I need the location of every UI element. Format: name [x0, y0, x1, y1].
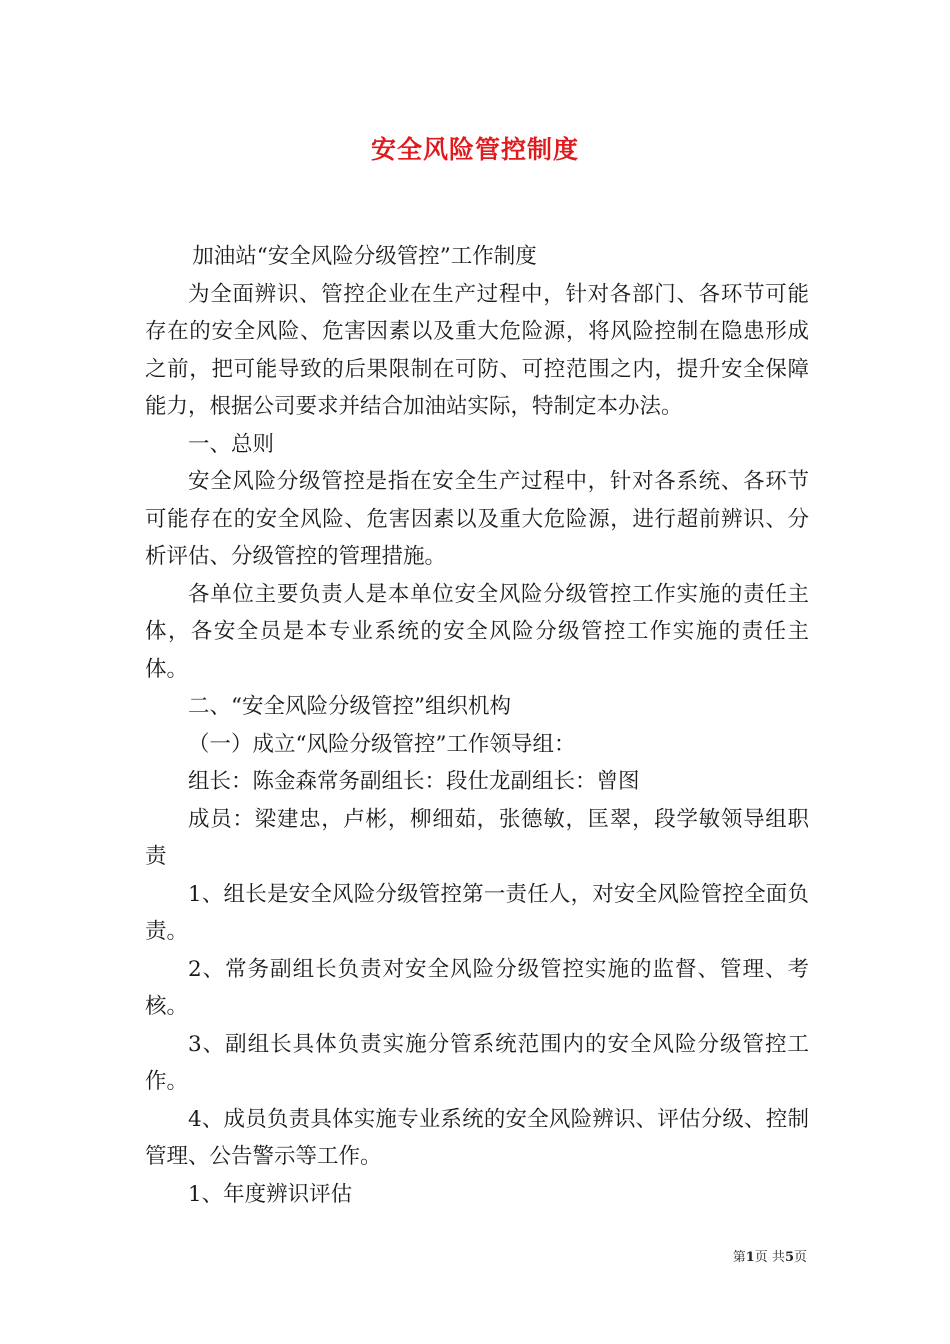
section-heading-organization: 二、“安全风险分级管控”组织机构	[188, 694, 511, 719]
duty-item-3: 3、副组长具体负责实施分管系统范围内的安全风险分级管控工作。	[145, 1031, 809, 1094]
duty-item-2: 2、常务副组长负责对安全风险分级管控实施的监督、管理、考核。	[145, 956, 809, 1019]
footer-suffix: 页	[793, 1250, 807, 1265]
footer-total-pages: 5	[784, 1250, 794, 1265]
page-footer	[733, 1246, 807, 1265]
footer-middle: 页 共	[754, 1250, 785, 1265]
footer-page-number: 1	[745, 1250, 755, 1265]
paragraph-subtitle: 加油站“安全风险分级管控”工作制度	[192, 244, 537, 269]
paragraph-leaders: 组长：陈金森常务副组长：段仕龙副组长：曾图	[188, 769, 640, 794]
document-title: 安全风险管控制度	[370, 135, 579, 164]
subsection-heading-leadership: （一）成立“风险分级管控”工作领导组：	[188, 731, 576, 757]
paragraph-responsibility: 各单位主要负责人是本单位安全风险分级管控工作实施的责任主体，各安全员是本专业系统的安全风险分级管控工作实施的责任主体。	[145, 581, 809, 682]
duty-item-4: 4、成员负责具体实施专业系统的安全风险辨识、评估分级、控制管理、公告警示等工作。	[145, 1106, 809, 1169]
paragraph-purpose: 为全面辨识、管控企业在生产过程中，针对各部门、各环节可能存在的安全风险、危害因素以及重大危险源，将风险控制在隐患形成之前，把可能导致的后果限制在可防、可控范围之内，提升安全保障能力，根据公司要求并结合加油站实际，特制定本办法。	[145, 281, 809, 419]
section-heading-general: 一、总则	[188, 431, 275, 457]
paragraph-members: 成员：梁建忠，卢彬，柳细茹，张德敏，匡翠，段学敏领导组职责	[145, 806, 809, 869]
footer-prefix: 第	[732, 1250, 746, 1265]
paragraph-definition: 安全风险分级管控是指在安全生产过程中，针对各系统、各环节可能存在的安全风险、危害因素以及重大危险源，进行超前辨识、分析评估、分级管控的管理措施。	[145, 469, 809, 569]
subsection-heading-annual: 1、年度辨识评估	[188, 1181, 353, 1207]
document-body	[145, 238, 809, 1213]
duty-item-1: 1、组长是安全风险分级管控第一责任人，对安全风险管控全面负责。	[145, 881, 809, 944]
